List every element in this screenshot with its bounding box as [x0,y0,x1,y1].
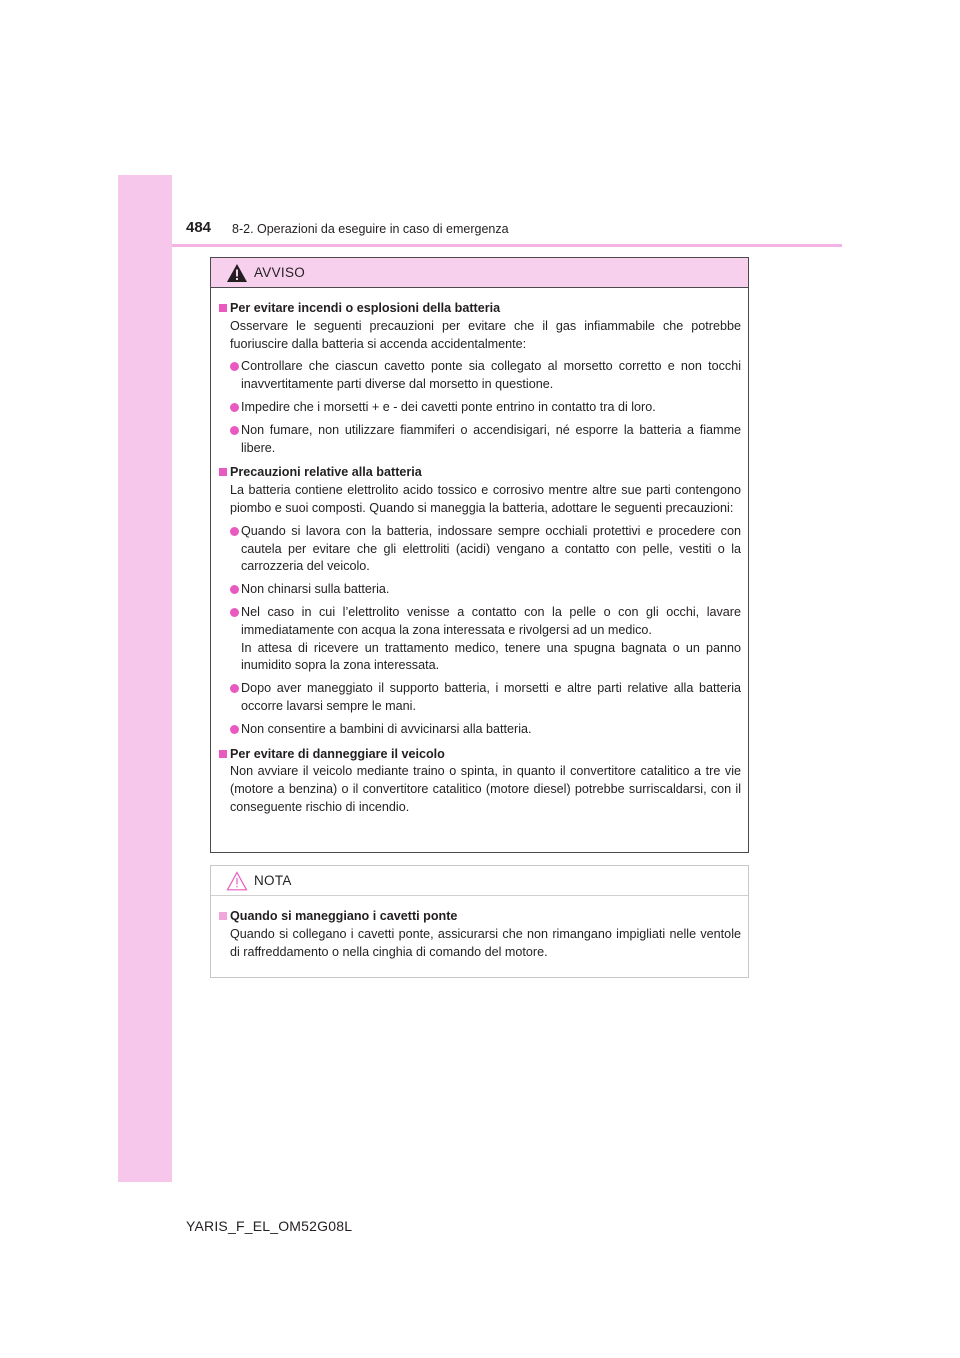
side-color-band [118,175,172,1182]
circle-bullet-icon [230,362,239,371]
list-item: Non consentire a bambini di avvicinarsi alla batteria. [219,721,741,739]
list-item: Dopo aver maneggiato il supporto batteria, i morsetti e altre parti relative alla batteria occorre lavarsi sempre le mani. [219,680,741,716]
warning-box-header [211,258,748,288]
list-item: Nel caso in cui l’elettrolito venisse a contatto con la pelle o con gli occhi, lavare immediatamente con acqua la zona interessata e rivolgersi ad un medico. In attesa di ricevere un trattamento medico, tenere una spugna bagnata o un panno inumidito sopra la zona interessata. [219,604,741,675]
circle-bullet-icon [230,684,239,693]
note-box [210,865,749,978]
square-bullet-icon [219,912,227,920]
section-intro: Non avviare il veicolo mediante traino o spinta, in quanto il convertitore catalitico a tre vie (motore a benzina) o il convertitore catalitico (motore diesel) potrebbe surriscaldarsi, con il conseguente rischio di incendio. [230,764,741,814]
warning-title: AVVISO [254,265,306,280]
list-item: Non chinarsi sulla batteria. [219,581,741,599]
page-number: 484 [186,219,212,236]
section-intro: Osservare le seguenti precauzioni per evitare che il gas infiammabile che potrebbe fuoriuscire dalla batteria si accenda accidentalmente: [230,318,741,351]
circle-bullet-icon [230,527,239,536]
note-body [211,896,748,961]
list-item: Quando si lavora con la batteria, indossare sempre occhiali protettivi e procedere con cautela per evitare che gli elettroliti (acidi) vengano a contatto con pelle, vestiti o la carrozzeria del veicolo. [219,523,741,576]
circle-bullet-icon [230,426,239,435]
note-text: Quando si collegano i cavetti ponte, assicurarsi che non rimangano impigliati nelle ventole di raffreddamento o nella cinghia di comando del motore. [230,926,741,959]
section-intro: La batteria contiene elettrolito acido tossico e corrosivo mentre altre sue parti contengono piombo e suoi composti. Quando si maneggia la batteria, adottare le seguenti precauzioni: [230,483,741,515]
list-item: Non fumare, non utilizzare fiammiferi o accendisigari, né esporre la batteria a fiamme libere. [219,422,741,458]
section-title: 8-2. Operazioni da eseguire in caso di emergenza [232,222,509,236]
circle-bullet-icon [230,585,239,594]
section-heading: Per evitare di danneggiare il veicolo [219,746,741,764]
square-bullet-icon [219,304,227,312]
document-code: YARIS_F_EL_OM52G08L [186,1218,353,1234]
square-bullet-icon [219,468,227,476]
note-title: NOTA [254,873,292,888]
caution-triangle-icon [226,871,248,891]
warning-body [211,288,748,817]
header-rule [172,244,842,247]
section-heading: Quando si maneggiano i cavetti ponte [219,908,741,926]
note-box-header [211,866,748,896]
section-heading: Precauzioni relative alla batteria [219,464,741,482]
circle-bullet-icon [230,403,239,412]
circle-bullet-icon [230,725,239,734]
list-item-continuation: In attesa di ricevere un trattamento medico, tenere una spugna bagnata o un panno inumidito sopra la zona interessata. [241,640,741,673]
circle-bullet-icon [230,608,239,617]
section-heading: Per evitare incendi o esplosioni della batteria [219,300,741,318]
warning-triangle-icon [226,263,248,283]
square-bullet-icon [219,750,227,758]
list-item: Controllare che ciascun cavetto ponte sia collegato al morsetto corretto e non tocchi inavvertitamente parti diverse dal morsetto in questione. [219,358,741,394]
list-item: Impedire che i morsetti + e - dei cavetti ponte entrino in contatto tra di loro. [219,399,741,417]
warning-box [210,257,749,853]
